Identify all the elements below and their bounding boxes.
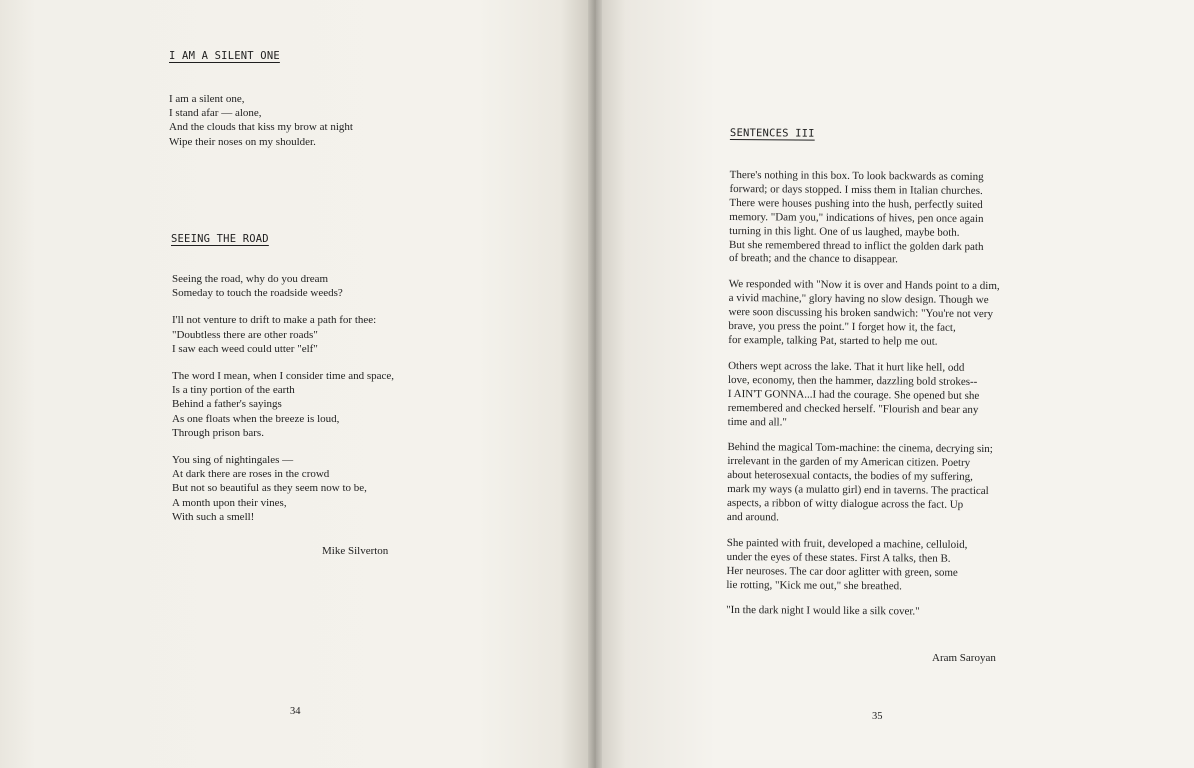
- prose-line: I AIN'T GONNA...I had the courage. She opened but she: [727, 387, 980, 402]
- prose-line: under the eyes of these states. First A talks, then B.: [726, 550, 951, 565]
- prose-line: love, economy, then the hammer, dazzling bold strokes--: [727, 373, 978, 388]
- poem-author: Mike Silverton: [322, 545, 389, 557]
- page-number-right: 35: [872, 711, 883, 722]
- poem-line: You sing of nightingales —: [172, 454, 294, 467]
- paragraph: [726, 604, 997, 620]
- prose-line: irrelevant in the garden of my American citizen. Poetry: [727, 455, 971, 470]
- poem-line: I'll not venture to drift to make a path for thee:: [172, 314, 377, 327]
- paragraph: [729, 169, 1001, 268]
- paragraph: [726, 537, 997, 595]
- prose-line: She painted with fruit, developed a machine, celluloid,: [726, 536, 968, 551]
- prose-line: brave, you press the point." I forget how it, the fact,: [728, 320, 956, 334]
- poem-line: Behind a father's sayings: [172, 398, 282, 411]
- prose-line: remembered and checked herself. "Flourish and bear any: [727, 401, 979, 416]
- poem-line: The word I mean, when I consider time and space,: [172, 370, 395, 383]
- right-page: [596, 0, 1194, 768]
- paragraph: [728, 278, 999, 350]
- poem-line: At dark there are roses in the crowd: [172, 468, 330, 481]
- poem-seeing-road-body: [172, 272, 394, 524]
- prose-line: mark my ways (a mulatto girl) end in taverns. The practical: [727, 483, 989, 498]
- poem-line: With such a smell!: [172, 510, 255, 523]
- poem-line: Seeing the road, why do you dream: [172, 273, 329, 285]
- poem-line: Is a tiny portion of the earth: [172, 384, 295, 397]
- poem-title-seeing-road: SEEING THE ROAD: [171, 233, 269, 245]
- prose-line: Her neuroses. The car door aglitter with green, some: [726, 564, 958, 579]
- book-gutter: [588, 0, 602, 768]
- prose-line: There's nothing in this box. To look backwards as coming: [729, 168, 984, 183]
- prose-author: Aram Saroyan: [932, 652, 996, 664]
- poem-title-silent-one: I AM A SILENT ONE: [169, 50, 280, 62]
- prose-line: of breath; and the chance to disappear.: [728, 252, 898, 266]
- poem-title-sentences: SENTENCES III: [729, 127, 815, 140]
- poem-line: I saw each weed could utter "elf": [172, 342, 318, 355]
- poem-line: A month upon their vines,: [172, 496, 287, 509]
- poem-line: As one floats when the breeze is loud,: [172, 412, 340, 425]
- poem-silent-one-body: [169, 92, 353, 149]
- prose-line: about heterosexual contacts, the bodies of my suffering,: [727, 469, 974, 484]
- poem-line: "Doubtless there are other roads": [172, 328, 318, 341]
- poem-line: Wipe their noses on my shoulder.: [169, 135, 316, 148]
- prose-line: time and all.": [727, 415, 787, 428]
- prose-poem-sentences: [726, 127, 1001, 632]
- poem-line: I stand afar — alone,: [169, 107, 262, 120]
- paragraph: [727, 441, 999, 527]
- prose-line: Behind the magical Tom-machine: the cinema, decrying sin;: [727, 441, 993, 456]
- prose-line: Others wept across the lake. That it hurt like hell, odd: [728, 359, 965, 374]
- page-number-left: 34: [290, 706, 301, 717]
- prose-line: There were houses pushing into the hush, perfectly suited: [729, 196, 983, 211]
- poem-line: Someday to touch the roadside weeds?: [172, 287, 343, 300]
- poem-line: Through prison bars.: [172, 426, 264, 439]
- prose-line: memory. "Dam you," indications of hives, pen once again: [729, 210, 984, 225]
- prose-line: turning in this light. One of us laughed, maybe both.: [729, 224, 960, 239]
- poem-line: I am a silent one,: [169, 93, 245, 105]
- prose-line: But she remembered thread to inflict the golden dark path: [729, 238, 984, 253]
- poem-line: And the clouds that kiss my brow at night: [169, 121, 353, 134]
- prose-line: lie rotting, "Kick me out," she breathed.: [726, 578, 902, 592]
- prose-line: "In the dark night I would like a silk cover.": [726, 604, 920, 618]
- left-page: [0, 0, 596, 768]
- prose-line: We responded with "Now it is over and Hands point to a dim,: [728, 278, 1000, 293]
- prose-line: a vivid machine," glory having no slow design. Though we: [728, 292, 989, 307]
- poem-line: But not so beautiful as they seem now to be,: [172, 482, 367, 495]
- paragraph: [728, 360, 999, 432]
- prose-line: for example, talking Pat, started to help me out.: [728, 333, 938, 348]
- prose-line: were soon discussing his broken sandwich: "You're not very: [728, 306, 994, 321]
- prose-line: forward; or days stopped. I miss them in Italian churches.: [729, 182, 983, 197]
- prose-line: and around.: [726, 510, 779, 524]
- prose-line: aspects, a ribbon of witty dialogue across the fact. Up: [726, 497, 964, 511]
